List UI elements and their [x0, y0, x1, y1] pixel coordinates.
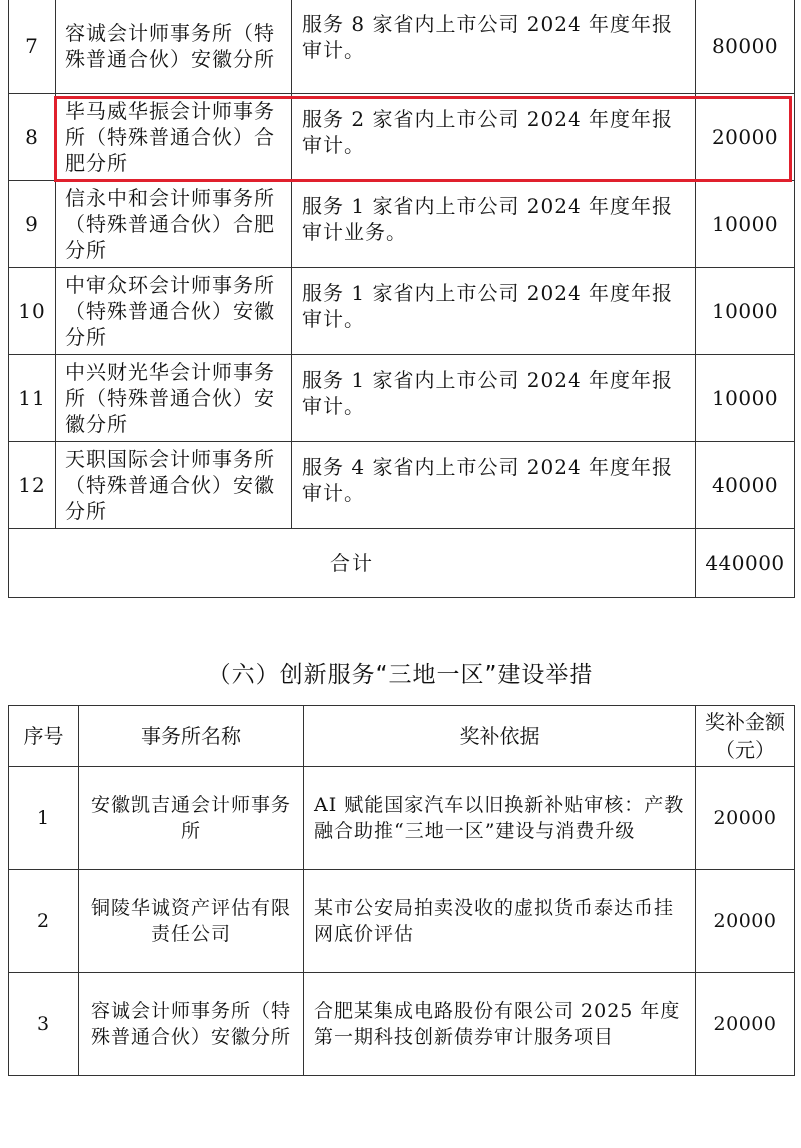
- row-number: 9: [9, 181, 56, 268]
- firm-name: 天职国际会计师事务所（特殊普通合伙）安徽分所: [56, 442, 292, 529]
- table-row: [9, 767, 795, 870]
- award-amount: 20000: [696, 870, 795, 973]
- table-row: [9, 0, 795, 94]
- innovation-awards-table: [8, 705, 795, 1076]
- table-header-row: [9, 706, 795, 767]
- header-basis: 奖补依据: [304, 706, 696, 767]
- award-basis: AI 赋能国家汽车以旧换新补贴审核：产教融合助推“三地一区”建设与消费升级: [304, 767, 696, 870]
- header-no: 序号: [9, 706, 79, 767]
- firm-name: 中兴财光华会计师事务所（特殊普通合伙）安徽分所: [56, 355, 292, 442]
- award-amount: 80000: [696, 0, 795, 94]
- award-basis: 服务 1 家省内上市公司 2024 年度年报审计业务。: [292, 181, 696, 268]
- table-row: [9, 181, 795, 268]
- award-amount: 10000: [696, 355, 795, 442]
- row-number: 8: [9, 94, 56, 181]
- total-label: 合计: [9, 529, 696, 598]
- row-number: 11: [9, 355, 56, 442]
- row-number: 12: [9, 442, 56, 529]
- total-row: [9, 529, 795, 598]
- firm-name: 信永中和会计师事务所（特殊普通合伙）合肥分所: [56, 181, 292, 268]
- header-amount: 奖补金额（元）: [696, 706, 795, 767]
- table-row: [9, 870, 795, 973]
- firm-name: 中审众环会计师事务所（特殊普通合伙）安徽分所: [56, 268, 292, 355]
- firm-name: 安徽凯吉通会计师事务所: [79, 767, 304, 870]
- award-basis: 合肥某集成电路股份有限公司 2025 年度第一期科技创新债券审计服务项目: [304, 973, 696, 1076]
- row-number: 2: [9, 870, 79, 973]
- award-amount: 20000: [696, 94, 795, 181]
- award-basis: 某市公安局拍卖没收的虚拟货币泰达币挂网底价评估: [304, 870, 696, 973]
- award-amount: 20000: [696, 767, 795, 870]
- row-number: 7: [9, 0, 56, 94]
- table-row: [9, 973, 795, 1076]
- awards-table-continued: [8, 0, 795, 598]
- firm-name: 容诚会计师事务所（特殊普通合伙）安徽分所: [56, 0, 292, 94]
- table-row: [9, 442, 795, 529]
- section-heading: （六）创新服务“三地一区”建设举措: [207, 662, 594, 688]
- award-basis: 服务 1 家省内上市公司 2024 年度年报审计。: [292, 268, 696, 355]
- award-amount: 20000: [696, 973, 795, 1076]
- award-basis: 服务 4 家省内上市公司 2024 年度年报审计。: [292, 442, 696, 529]
- firm-name: 铜陵华诚资产评估有限责任公司: [79, 870, 304, 973]
- award-basis: 服务 2 家省内上市公司 2024 年度年报审计。: [292, 94, 696, 181]
- award-amount: 40000: [696, 442, 795, 529]
- row-number: 10: [9, 268, 56, 355]
- table-row: [9, 94, 795, 181]
- header-firm: 事务所名称: [79, 706, 304, 767]
- firm-name: 毕马威华振会计师事务所（特殊普通合伙）合肥分所: [56, 94, 292, 181]
- award-amount: 10000: [696, 181, 795, 268]
- award-basis: 服务 1 家省内上市公司 2024 年度年报审计。: [292, 355, 696, 442]
- award-amount: 10000: [696, 268, 795, 355]
- award-basis: 服务 8 家省内上市公司 2024 年度年报审计。: [292, 0, 696, 94]
- table-row: [9, 268, 795, 355]
- row-number: 1: [9, 767, 79, 870]
- row-number: 3: [9, 973, 79, 1076]
- firm-name: 容诚会计师事务所（特殊普通合伙）安徽分所: [79, 973, 304, 1076]
- total-amount: 440000: [696, 529, 795, 598]
- table-row: [9, 355, 795, 442]
